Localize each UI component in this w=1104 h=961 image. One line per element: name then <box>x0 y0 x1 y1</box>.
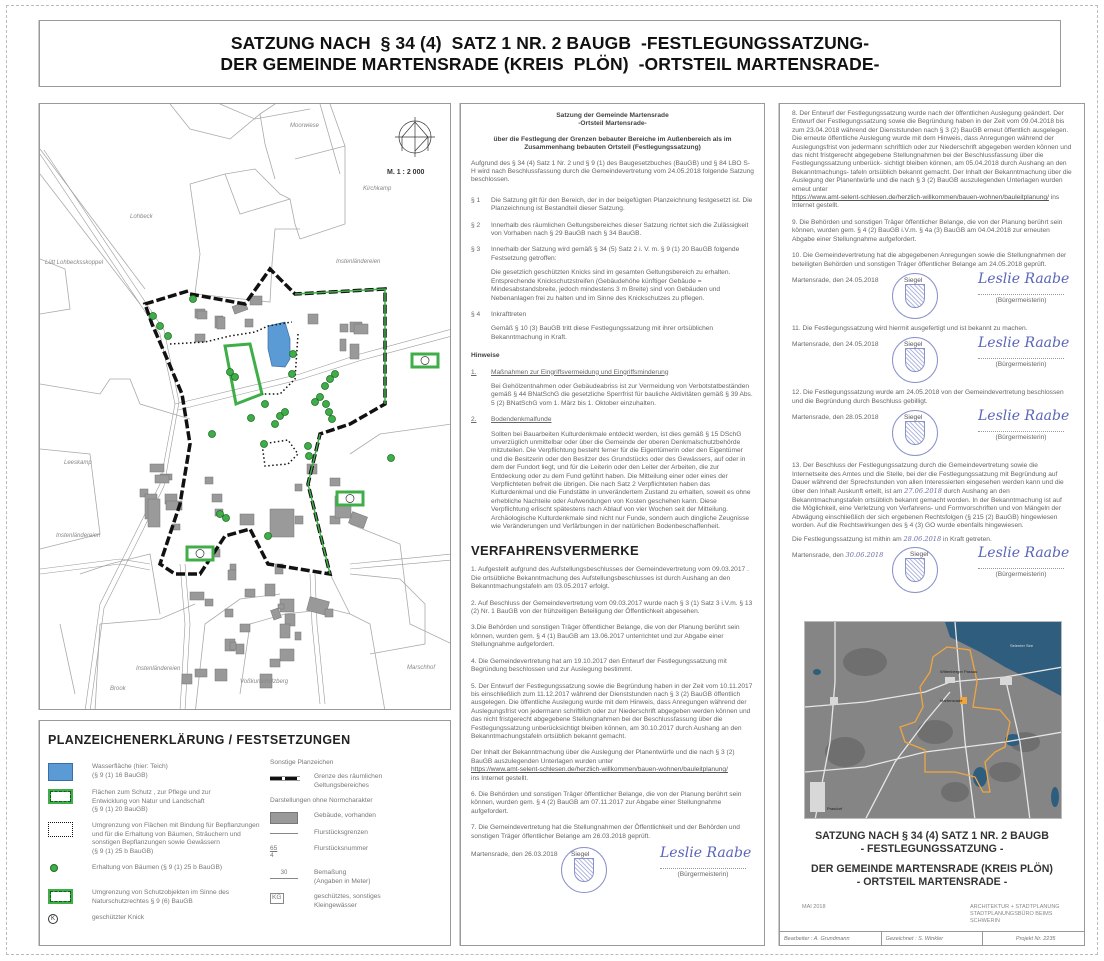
hinweis-2-text: Sollten bei Bauarbeiten Kulturdenkmale entdeckt werden, ist dies gemäß § 15 DSchG unverzüglich unmittelbar oder über die Gemeinde der oberen Denkmalschutzbehörde mitzuteilen. Die Verpflichtung besteht ferner für die Eigentümerin oder den Eigentümer und die Besitzerin oder den Besitzer des Grundstücks oder des Gewässers, auf oder in dem der Fundort liegt, und für die Leiterin oder den Leiter der Arbeiten, die zur Entdeckung oder zu dem Fund geführt haben. Die Mitteilung einer oder eines der Verpflichteten befreit die übrigen. Die nach Satz 2 Verpflichteten haben das Kulturdenkmal und die Fundstätte in unverändertem Zustand zu erhalten, soweit es ohne erhebliche Nachteile oder Aufwendungen von Kosten geschehen kann. Diese Verpflichtung erlischt spätestens nach Ablauf von vier Wochen seit der Mitteilung. Archäologische Kulturdenkmale sind nicht nur Funde, sondern auch dingliche Zeugnisse wie Veränderungen und Verfärbungen in der natürlichen Bodenbeschaffenheit. <box>491 430 751 531</box>
plan-title-line-2: DER GEMEINDE MARTENSRADE (KREIS PLÖN) -ORTSTEIL MARTENSRADE- <box>220 53 880 74</box>
section-4: § 4 Inkrafttreten <box>471 310 527 318</box>
mayor-signature: Leslie Raabe (Bürgermeisterin) <box>978 335 1070 369</box>
place-name-vosskumsholzberg: Voßkumsholzberg <box>240 679 289 685</box>
scope-boundary-swatch-icon <box>270 776 300 781</box>
overview-location-map <box>804 621 1062 819</box>
procedure-note-2: 2. Auf Beschluss der Gemeindevertretung vom 09.03.2017 wurde nach § 3 (1) Satz 3 i.V.m. § 13 (2) Nr. 1 BauGB von der frühzeitigen Beteiligung der Öffentlichkeit abgesehen. <box>471 599 753 616</box>
statute-purpose: über die Festlegung der Grenzen bebauter Bereiche im Außenbereich als im Zusammenhang bebauten Ortsteil (Festlegungssatzung) <box>493 135 732 152</box>
section-2: § 2 Innerhalb des räumlichen Geltungsbereiches dieser Satzung richtet sich die Zulässigkeit von Vorhaben nach § 29 BauGB nach § 34 BauGB. <box>471 221 749 238</box>
statute-subheading: -Ortsteil Martensrade- <box>578 120 647 128</box>
legend-panel <box>39 720 451 946</box>
parcel-line-swatch-icon <box>270 833 298 834</box>
plan-title-box <box>39 20 1061 87</box>
hinweise-title: Hinweise <box>471 352 500 360</box>
place-name: Instenländereien <box>56 533 101 539</box>
legend-item-dimension: 30 Bemaßung (Angaben in Meter) <box>270 869 370 886</box>
legend-item-building: Gebäude, vorhanden <box>270 812 376 824</box>
entry-into-force: Die Festlegungssatzung ist mithin am 28.06.2018 in Kraft getreten. <box>792 535 992 544</box>
bauleitplanung-link[interactable]: https://www.amt-selent-schlesen.de/herzlich-willkommen/bauen-wohnen/bauleitplanung/ <box>471 766 728 774</box>
scope-boundary <box>145 269 385 574</box>
procedure-note-11: 11. Die Festlegungssatzung wird hiermit ausgefertigt und ist bekannt zu machen. <box>792 324 1028 332</box>
editor-name: Bearbeiter : A. Grundmann <box>780 932 882 945</box>
titleblock-footer <box>780 931 1084 945</box>
parcel-number-sample: 65 4 <box>270 845 278 859</box>
procedure-note-4: 4. Die Gemeindevertretung hat am 19.10.2017 den Entwurf der Festlegungssatzung mit Begründung beschlossen und zur Auslegung bestimmt. <box>471 657 727 674</box>
procedure-note-5b: Der Inhalt der Bekanntmachung über die Auslegung der Planentwürfe und die nach § 3 (2) BauGB auszulegenden Unterlagen wurden unter https://www.amt-selent-schlesen.de/herzlich-willkommen/bauen-wohnen/bauleitplanung/ ins Internet gestellt. <box>471 749 735 782</box>
site-plan-drawing <box>40 104 451 710</box>
place-name-brook: Brook <box>110 686 126 692</box>
procedure-note-12: 12. Die Festlegungssatzung wurde am 24.05.2018 von der Gemeindevertretung beschlossen und die Begründung durch Beschluss gebilligt. <box>792 389 1064 405</box>
mayor-signature: Leslie Raabe (Bürgermeisterin) <box>978 408 1070 442</box>
bauleitplanung-link-2[interactable]: https://www.amt-selent-schlesen.de/herzlich-willkommen/bauen-wohnen/bauleitplanung/ <box>792 194 1049 202</box>
mayor-signature: Leslie Raabe (Bürgermeisterin) <box>660 845 752 878</box>
dimension-sample: 30 <box>270 869 298 879</box>
hinweis-1-text: Bei Gehölzentnahmen oder Gebäudeabriss ist zur Vermeidung von Verbotstatbeständen gemäß § 44 BNatSchG die gesetzliche Sperrfrist für bauliche Aktivitäten gemäß § 39 Abs. 5 (2) BNatSchG vom 1. März bis 1. Oktober einzuhalten. <box>491 382 753 407</box>
place-names <box>45 123 436 672</box>
titleblock-line-2: - FESTLEGUNGSSATZUNG - <box>860 843 1004 855</box>
water-area-swatch-icon <box>48 763 73 781</box>
legend-item-scope-boundary: Grenze des räumlichen Geltungsbereiches <box>270 773 382 790</box>
place-name: Kirchkamp <box>363 186 392 192</box>
place-name: Marschhof <box>407 665 436 671</box>
procedure-note-3: 3.Die Behörden und sonstigen Träger öffentlicher Belange, die von der Planung berührt sein können, wurden gem. § 4 (1) BauGB am 13.06.2017 unterrichtet und zur Abgabe einer Stellungnahme aufgefordert. <box>471 624 740 649</box>
protected-object-swatch-icon <box>48 889 73 904</box>
procedure-note-7: 7. Die Gemeindevertretung hat die Stellungnahmen der Öffentlichkeit und der Behörden und sonstigen Träger öffentlicher Belange am 26.03.2018 geprüft. <box>471 824 740 840</box>
legend-item-parcel-number: 65 4 Flurstücksnummer <box>270 845 369 859</box>
planting-boundary-swatch-icon <box>48 822 73 837</box>
place-name: Lohbeck <box>130 214 153 220</box>
titleblock-line-3: DER GEMEINDE MARTENSRADE (KREIS PLÖN) <box>811 863 1053 875</box>
titleblock-line-4: - ORTSTEIL MARTENSRADE - <box>856 876 1008 888</box>
map-scale: M. 1 : 2 000 <box>387 169 425 176</box>
signature-block-13: Martensrade, den 30.06.2018 Siegel Leslie Raabe (Bürgermeisterin) <box>792 551 1072 591</box>
overview-label: Selenter See <box>1010 643 1034 648</box>
procedure-note-5: 5. Der Entwurf der Festlegungssatzung sowie die Begründung haben in der Zeit vom 10.11.2017 bis einschließlich zum 11.12.2017 während der Dienststunden nach § 3 (2) BauGB öffentlich ausgelegen. Die öffentliche Auslegung wurde mit dem Hinweis, dass Anregungen während der Auslegungsfrist von jedermann schriftlich oder zur Niederschrift abgegeben werden können und das nicht fristgerecht abgegebene Stellungnahmen bei der Beschlussfassung über die Festlegungssatzung unberücksichtigt bleiben können, am 30.10.2017 durch Aushang an den Bekanntmachungstafeln ortsüblich bekannt gemacht. <box>471 682 753 740</box>
procedure-note-13: 13. Der Beschluss der Festlegungssatzung durch die Gemeindevertretung sowie die Internetseite des Amtes und die Stelle, bei der die Festlegungssatzung mit Begründung auf Dauer während der Sprechstunden von allen Interessierten eingesehen werden kann und die über den Inhalt Auskunft erteilt, ist am 27.06.2018 durch Aushang an den Bekanntmachungstafeln ortsüblich bekannt gemacht worden. In der Bekanntmachung ist auf die Möglichkeit, eine Verletzung von Verfahrens- und Formvorschriften und von Mängeln der Abwägung einschließlich der sich ergebenen Rechtsfolgen (§ 215 (2) BauGB) hingewiesen worden. Auf die Rechtswirkungen des § 4 (3) GO wurde ebenfalls hingewiesen. <box>792 462 1064 529</box>
procedure-note-8: 8. Der Entwurf der Festlegungssatzung wurde nach der öffentlichen Auslegung geändert. Der Entwurf der Festlegungssatzung sowie die Begründung haben in der Zeit vom 09.04.2018 bis zum 23.04.2018 während der Dienststunden nach § 3 (2) BauGB erneut öffentlich ausgelegen. Die erneute öffentliche Auslegung wurde mit dem Hinweis, dass Anregungen während der Auslegungsfrist von jedermann schriftlich oder zur Niederschrift abgegeben werden können und das nicht fristgerecht abgegebene Stellungnahmen bei der Beschlussfassung über die Festlegungssatzung unberück- sichtigt bleiben können, am 05.04.2018 durch Aushang an den Bekanntmachungs- tafeln ortsüblich bekannt gemacht. Der Inhalt der Bekanntmachung über die Auslegung der Planentwürfe und die nach § 3 (2) BauGB auszulegenden Unterlagen wurden erneut unter https://www.amt-selent-schlesen.de/herzlich-willkommen/bauen-wohnen/bauleitplanung/ ins Internet gestellt. <box>792 110 1072 210</box>
overview-label: Wittenberger Passau <box>940 669 978 674</box>
legend-item-small-water: KG geschütztes, sonstiges Kleingewässer <box>272 893 381 909</box>
overview-label: Prasdorf <box>827 806 843 811</box>
parcel-lines <box>40 104 451 710</box>
plan-title-line-1: SATZUNG NACH § 34 (4) SATZ 1 NR. 2 BAUGB -FESTLEGUNGSSATZUNG- <box>230 32 870 53</box>
mayor-signature: Leslie Raabe (Bürgermeisterin) <box>978 544 1070 578</box>
overview-label: Martensrade <box>940 698 963 703</box>
overview-map-drawing <box>805 622 1062 819</box>
procedure-notes-title: VERFAHRENSVERMERKE <box>471 543 639 559</box>
pond <box>268 322 290 367</box>
place-name: Instenländereien <box>136 666 181 672</box>
legend-item-nature-protection: Flächen zum Schutz , zur Pflege und zur Entwicklung von Natur und Landschaft (§ 9 (1) 20 BauGB) <box>48 789 211 815</box>
drawer-name: Gezeichnet : S. Winkler <box>882 932 984 945</box>
building-swatch-icon <box>270 812 298 824</box>
small-water-sample: KG <box>270 893 284 904</box>
statute-heading: Satzung der Gemeinde Martensrade <box>556 112 669 119</box>
knick-icon: K <box>48 914 58 924</box>
place-name: Leeskamp <box>64 460 92 466</box>
legend-nonnorm-heading: Darstellungen ohne Normcharakter <box>270 797 373 804</box>
place-name: Moorwiese <box>290 123 320 129</box>
statute-text-panel <box>460 103 765 946</box>
legend-item-protected-object: Umgrenzung von Schutzobjekten im Sinne des Naturschutzrechtes § 9 (6) BauGB <box>48 889 229 906</box>
signature-block-7: Martensrade, den 26.03.2018 Siegel Leslie Raabe (Bürgermeisterin) <box>471 851 754 891</box>
legend-item-knick: K geschützter Knick <box>48 914 144 924</box>
tree-icon <box>50 864 58 872</box>
legend-item-planting-boundary: Umgrenzung von Flächen mit Bindung für Bepflanzungen und für die Erhaltung von Bäumen, Sträuchern und sonstigen Bepflanzungen sowie Gewässern (§ 9 (1) 25 b BauGB) <box>48 822 260 856</box>
planning-office: ARCHITEKTUR + STADTPLANUNG STADTPLANUNGSBÜRO BEIMS SCHWERIN <box>970 904 1060 924</box>
procedure-note-10: 10. Die Gemeindevertretung hat die abgegebenen Anregungen sowie die Stellungnahmen der beteiligten Behörden und sonstigen Träger öffentlicher Belange am 24.05.2018 geprüft. <box>792 252 1067 268</box>
procedure-note-1: 1. Aufgestellt aufgrund des Aufstellungsbeschlusses der Gemeindevertretung vom 09.03.2017 . Die ortsübliche Bekanntmachung des Aufstellungsbeschlusses ist durch Aushang an den Bekanntmachungstafeln am 03.05.2017 erfolgt. <box>471 566 749 591</box>
project-number: Projekt Nr. 2235 <box>1015 936 1056 942</box>
mayor-signature: Leslie Raabe (Bürgermeisterin) <box>978 270 1070 304</box>
titleblock-line-1: SATZUNG NACH § 34 (4) SATZ 1 NR. 2 BAUGB <box>815 830 1049 842</box>
section-1: § 1 Die Satzung gilt für den Bereich, der in der beigefügten Planzeichnung festgesetzt ist. Die Planzeichnung ist Bestandteil dieser Satzung. <box>471 196 753 213</box>
place-name: Lütt Lohbecksskoppel <box>45 260 104 266</box>
place-name: Instenländereien <box>336 259 381 265</box>
hinweis-2-title: 2. Bodendenkmalfunde <box>471 416 552 424</box>
legend-other-heading: Sonstige Planzeichen <box>270 759 334 766</box>
legend-item-tree: Erhaltung von Bäumen (§ 9 (1) 25 b BauGB) <box>48 864 222 873</box>
procedure-right-panel <box>779 103 1085 946</box>
hinweis-1-title: 1. Maßnahmen zur Eingriffsvermeidung und Eingriffsminderung <box>471 368 669 376</box>
titleblock-date: MAI 2018 <box>802 904 826 910</box>
section-3: § 3 Innerhalb der Satzung wird gemäß § 34 (5) Satz 2 i. V. m. § 9 (1) 20 BauGB folgende Festsetzung getroffen: <box>471 246 740 262</box>
section-4-detail: Gemäß § 10 (3) BauGB tritt diese Festlegungssatzung mit ihrer ortsüblichen Bekanntmachung in Kraft. <box>491 325 714 341</box>
nature-protection-swatch-icon <box>48 789 73 804</box>
legend-item-water: Wasserfläche (hier: Teich) (§ 9 (1) 16 BauGB) <box>48 763 168 781</box>
north-arrow-icon <box>395 117 435 157</box>
signature-block-12: Martensrade, den 28.05.2018 Siegel Leslie Raabe (Bürgermeisterin) <box>792 414 1072 454</box>
signature-block-10: Martensrade, den 24.05.2018 Siegel Leslie Raabe (Bürgermeisterin) <box>792 277 1072 317</box>
procedure-note-9: 9. Die Behörden und sonstigen Träger öffentlicher Belange, die von der Planung berührt sein können, wurden gem. § 4 (2) BauGB i.V.m. § 4a (3) BauGB am 04.04.2018 zur erneuten Abgabe einer Stellungnahme aufgefordert. <box>792 218 1063 243</box>
legend-title: PLANZEICHENERKLÄRUNG / FESTSETZUNGEN <box>48 733 351 747</box>
legend-item-parcel-line: Flurstücksgrenzen <box>270 829 368 838</box>
section-3-detail: Die gesetzlich geschützten Knicks sind im gesamten Geltungsbereich zu erhalten. Entsprechende Knickschutzstreifen (Gebäudehöhe künftiger Gebäude = Mindesabstandsbreite, jedoch mindestens 3 m Breite) sind von Gebäuden und Nebenanlagen frei zu halten und im Sinne des Knickschutzes zu pflegen. <box>491 269 731 302</box>
site-plan-map <box>39 103 451 710</box>
statute-intro: Aufgrund des § 34 (4) Satz 1 Nr. 2 und § 9 (1) des Baugesetzbuches (BauGB) und § 84 LBO S-H wird nach Beschlussfassung durch die Gemeindevertretung vom 24.05.2018 folgende Satzung beschlossen. <box>471 159 754 184</box>
procedure-note-6: 6. Die Behörden und sonstigen Träger öffentlicher Belange, die von der Planung berührt sein können, wurden gem. § 4 (2) BauGB am 07.11.2017 zur Abgabe einer Stellungnahme aufgefordert. <box>471 790 742 815</box>
signature-block-11: Martensrade, den 24.05.2018 Siegel Leslie Raabe (Bürgermeisterin) <box>792 341 1072 381</box>
